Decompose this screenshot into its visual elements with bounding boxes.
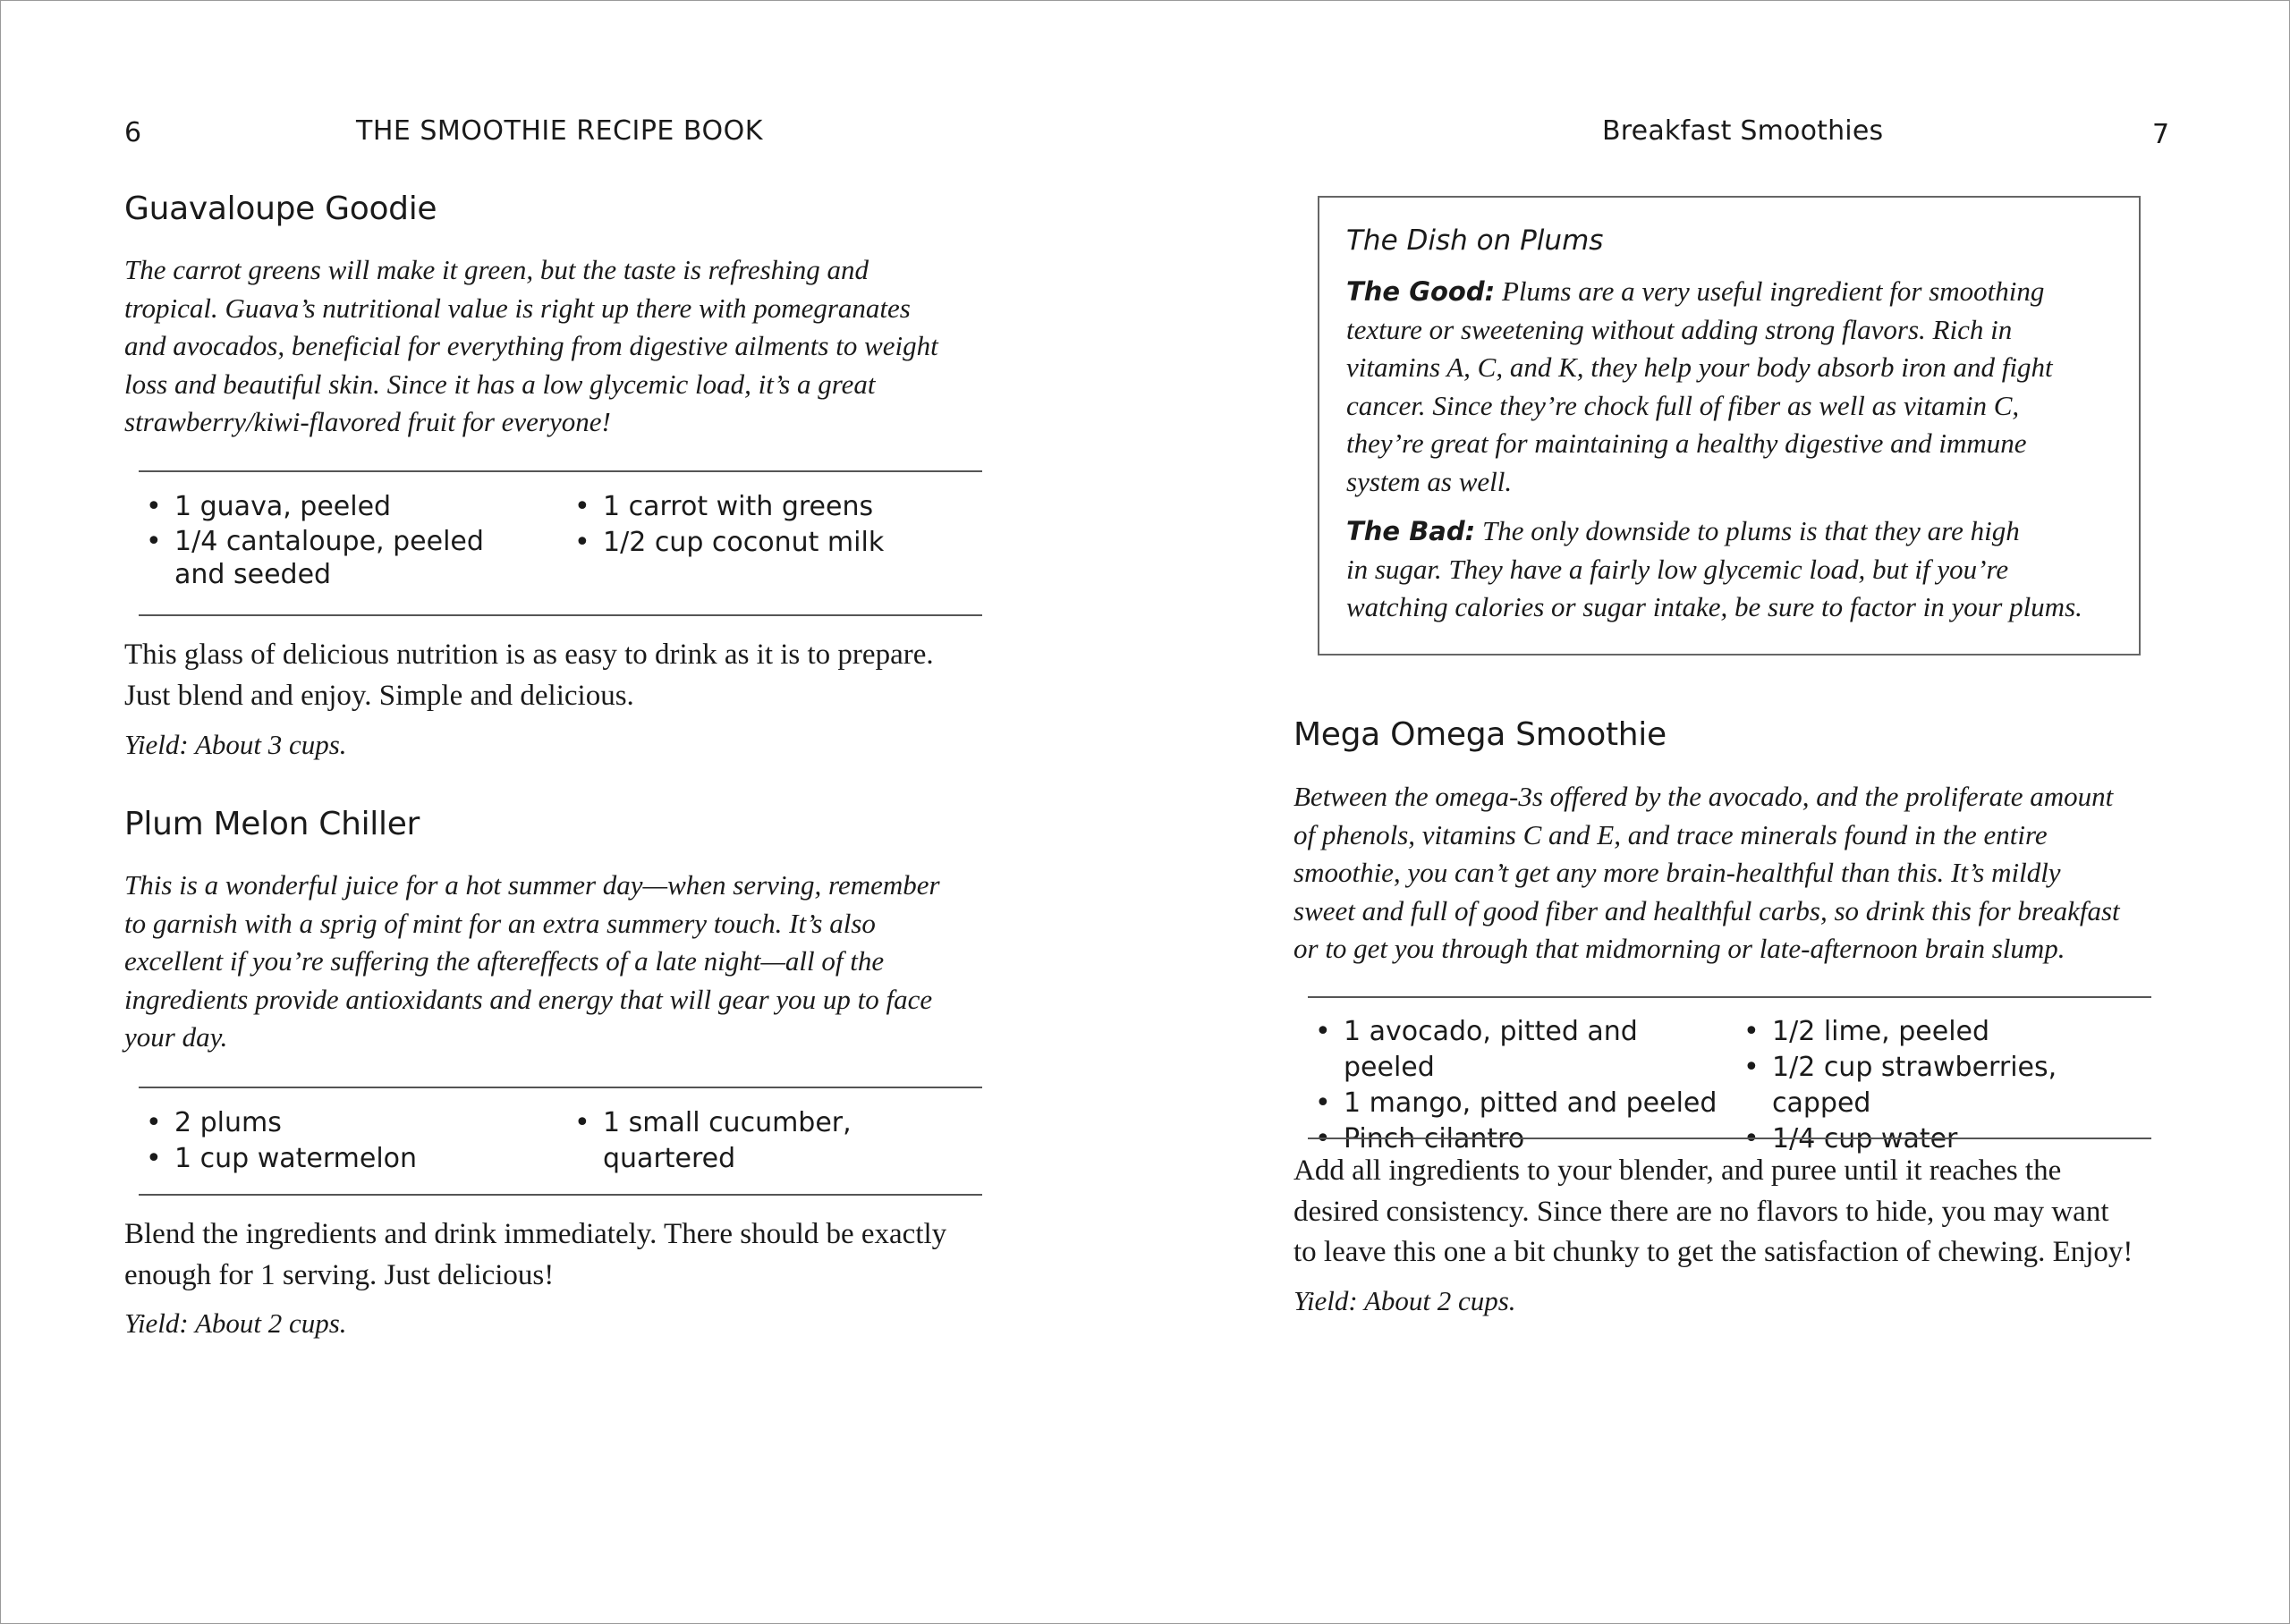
ingredients-rule-bottom bbox=[139, 1194, 982, 1196]
recipe-title: Guavaloupe Goodie bbox=[124, 190, 437, 227]
sidebar-good-label: The Good: bbox=[1346, 276, 1496, 307]
running-head: THE SMOOTHIE RECIPE BOOK bbox=[356, 115, 763, 147]
recipe-yield: Yield: About 3 cups. bbox=[124, 729, 347, 760]
ingredient-item: • 2 plums bbox=[142, 1105, 536, 1141]
intro-line: ingredients provide antioxidants and energy that will gear you up to face bbox=[124, 983, 933, 1015]
sidebar-text: Plums are a very useful ingredient for smoothing bbox=[1501, 275, 2045, 307]
recipe-intro bbox=[124, 251, 1019, 442]
intro-line: loss and beautiful skin. Since it has a low glycemic load, it’s a great bbox=[124, 368, 876, 400]
intro-line: excellent if you’re suffering the aftereffects of a late night—all of the bbox=[124, 945, 885, 977]
directions-line: desired consistency. Since there are no flavors to hide, you may want bbox=[1293, 1195, 2109, 1228]
sidebar-line: in sugar. They have a fairly low glycemic load, but if you’re bbox=[1346, 553, 2009, 585]
sidebar-line: cancer. Since they’re chock full of fiber as well as vitamin C, bbox=[1346, 389, 2020, 421]
intro-line: tropical. Guava’s nutritional value is right up there with pomegranates bbox=[124, 292, 911, 324]
intro-line: your day. bbox=[124, 1021, 228, 1053]
page-number: 7 bbox=[2152, 119, 2170, 150]
ingredients-list bbox=[1311, 1014, 1723, 1157]
recipe-yield: Yield: About 2 cups. bbox=[1293, 1285, 1516, 1316]
recipe-yield: Yield: About 2 cups. bbox=[124, 1307, 347, 1339]
intro-line: Between the omega-3s offered by the avocado, and the proliferate amount bbox=[1293, 781, 2114, 812]
ingredients-list bbox=[571, 489, 982, 561]
ingredient-item: • 1 guava, peeled bbox=[142, 489, 536, 525]
left-page bbox=[1, 1, 1145, 1623]
intro-line: of phenols, vitamins C and E, and trace minerals found in the entire bbox=[1293, 818, 2048, 850]
sidebar-line: vitamins A, C, and K, they help your body absorb iron and fight bbox=[1346, 351, 2053, 383]
intro-line: to garnish with a sprig of mint for an extra summery touch. It’s also bbox=[124, 907, 876, 939]
right-page bbox=[1145, 1, 2289, 1623]
sidebar-title: The Dish on Plums bbox=[1346, 224, 1604, 257]
ingredient-item: • 1/4 cantaloupe, peeled and seeded bbox=[142, 525, 536, 591]
sidebar-line: they’re great for maintaining a healthy digestive and immune bbox=[1346, 427, 2027, 459]
intro-line: The carrot greens will make it green, but the taste is refreshing and bbox=[124, 254, 869, 285]
ingredients-list bbox=[571, 1105, 982, 1177]
ingredients-rule-bottom bbox=[1308, 1138, 2151, 1139]
intro-line: smoothie, you can’t get any more brain-healthful than this. It’s mildly bbox=[1293, 857, 2061, 888]
ingredient-item: • 1 small cucumber, quartered bbox=[571, 1105, 982, 1177]
intro-line: or to get you through that midmorning or late-afternoon brain slump. bbox=[1293, 933, 2065, 964]
ingredients-list bbox=[1740, 1014, 2151, 1157]
directions-line: Blend the ingredients and drink immediately. There should be exactly bbox=[124, 1218, 947, 1250]
sidebar-good-paragraph bbox=[1346, 273, 2133, 501]
intro-line: sweet and full of good fiber and healthful carbs, so drink this for breakfast bbox=[1293, 894, 2120, 926]
ingredient-item: • 1 cup watermelon bbox=[142, 1141, 536, 1177]
ingredients-list bbox=[142, 1105, 536, 1177]
ingredients-rule-top bbox=[1308, 996, 2151, 998]
directions-line: This glass of delicious nutrition is as easy to drink as it is to prepare. bbox=[124, 639, 934, 671]
ingredient-item: • Pinch cilantro bbox=[1311, 1121, 1723, 1157]
ingredient-item: • 1/4 cup water bbox=[1740, 1121, 2151, 1157]
sidebar-bad-label: The Bad: bbox=[1346, 516, 1476, 546]
directions-line: Just blend and enjoy. Simple and delicious. bbox=[124, 679, 634, 712]
ingredient-item: • 1 carrot with greens bbox=[571, 489, 982, 525]
sidebar-line bbox=[1346, 273, 2133, 311]
directions-line: to leave this one a bit chunky to get the satisfaction of chewing. Enjoy! bbox=[1293, 1236, 2133, 1268]
ingredients-list bbox=[142, 489, 536, 591]
ingredient-item: • 1/2 lime, peeled bbox=[1740, 1014, 2151, 1050]
recipe-title: Plum Melon Chiller bbox=[124, 806, 420, 842]
recipe-directions bbox=[124, 1214, 1108, 1296]
recipe-title: Mega Omega Smoothie bbox=[1293, 716, 1667, 753]
ingredient-item: • 1 avocado, pitted and peeled bbox=[1311, 1014, 1723, 1086]
recipe-directions bbox=[1293, 1151, 2277, 1273]
intro-line: and avocados, beneficial for everything from digestive ailments to weight bbox=[124, 330, 938, 361]
sidebar-box bbox=[1318, 196, 2141, 656]
running-head: Breakfast Smoothies bbox=[1602, 115, 1884, 147]
directions-line: Add all ingredients to your blender, and puree until it reaches the bbox=[1293, 1155, 2062, 1187]
recipe-directions bbox=[124, 635, 1108, 716]
page-number: 6 bbox=[124, 117, 142, 148]
sidebar-line: system as well. bbox=[1346, 465, 1513, 497]
ingredient-item: • 1 mango, pitted and peeled bbox=[1311, 1086, 1723, 1121]
recipe-intro bbox=[1293, 778, 2188, 968]
sidebar-text: The only downside to plums is that they are high bbox=[1481, 515, 2020, 546]
ingredient-item: • 1/2 cup strawberries, capped bbox=[1740, 1050, 2151, 1121]
ingredients-rule-bottom bbox=[139, 614, 982, 616]
directions-line: enough for 1 serving. Just delicious! bbox=[124, 1258, 555, 1291]
recipe-intro bbox=[124, 867, 1019, 1057]
sidebar-line: watching calories or sugar intake, be sure to factor in your plums. bbox=[1346, 591, 2082, 622]
ingredient-item: • 1/2 cup coconut milk bbox=[571, 525, 982, 561]
intro-line: strawberry/kiwi-flavored fruit for everyone! bbox=[124, 406, 611, 437]
ingredients-rule-top bbox=[139, 470, 982, 472]
ingredients-rule-top bbox=[139, 1087, 982, 1088]
sidebar-line bbox=[1346, 512, 2133, 551]
intro-line: This is a wonderful juice for a hot summer day—when serving, remember bbox=[124, 869, 940, 901]
sidebar-bad-paragraph bbox=[1346, 512, 2133, 627]
sidebar-line: texture or sweetening without adding strong flavors. Rich in bbox=[1346, 313, 2013, 345]
